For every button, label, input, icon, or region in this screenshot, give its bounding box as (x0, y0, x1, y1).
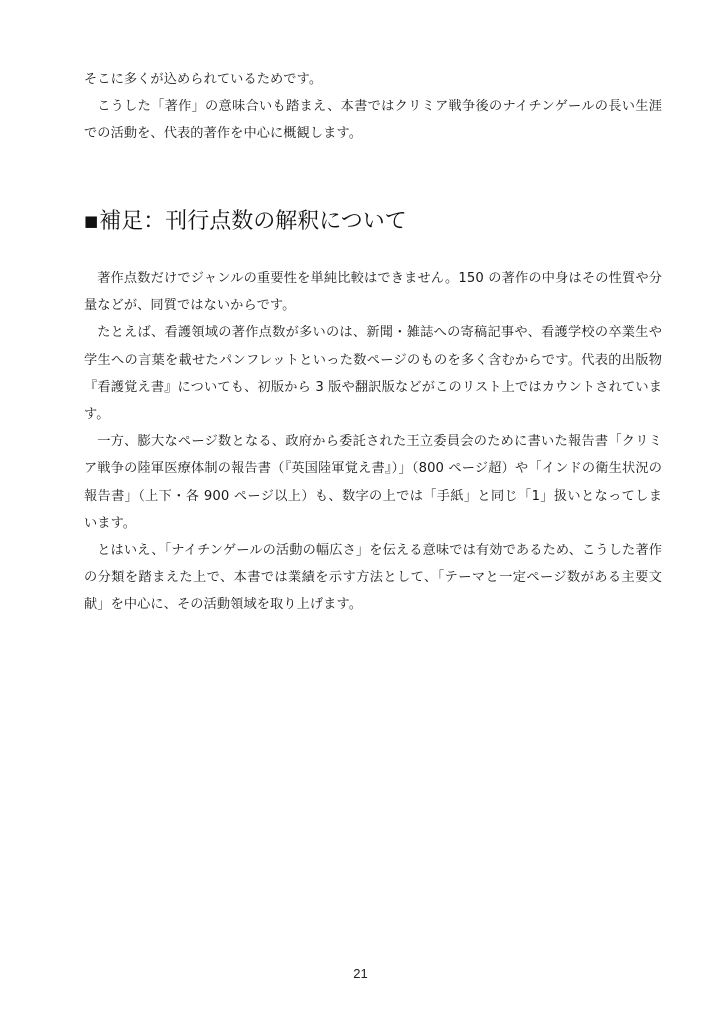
page-number: 21 (353, 966, 368, 981)
body-paragraph: たとえば、看護領域の著作点数が多いのは、新聞・雑誌への寄稿記事や、看護学校の卒業生や学生への言葉を載せたパンフレットといった数ページのものを多く含むからです。代表的出版物『看護覚え書』についても、初版から 3 版や翻訳版などがこのリスト上ではカウントされています。 (84, 325, 662, 423)
square-bullet-icon: ■ (84, 212, 99, 230)
section-heading-text: 補足：刊行点数の解釈について (99, 209, 407, 234)
intro-paragraph: こうした「著作」の意味合いも踏まえ、本書ではクリミア戦争後のナイチンゲールの長い生涯での活動を、代表的著作を中心に概観します。 (84, 99, 662, 142)
body-paragraph: とはいえ、「ナイチンゲールの活動の幅広さ」を伝える意味では有効であるため、こうした著作の分類を踏まえた上で、本書では業績を示す方法として、「テーマと一定ページ数がある主要文献」を中心に、その活動領域を取り上げます。 (84, 543, 662, 613)
body-paragraph: 著作点数だけでジャンルの重要性を単純比較はできません。150 の著作の中身はその性質や分量などが、同質ではないからです。 (84, 271, 662, 314)
intro-text-block (84, 66, 662, 148)
section-heading (84, 204, 407, 239)
body-paragraph: 一方、膨大なページ数となる、政府から委託された王立委員会のために書いた報告書「クリミア戦争の陸軍医療体制の報告書（『英国陸軍覚え書』）」（800 ページ超）や「インドの衛生状況の報告書」（上下・各 900 ページ以上）も、数字の上では「手紙」と同じ「1」扱いとなってしまいます。 (84, 434, 662, 531)
section-body (84, 265, 662, 619)
intro-continuation-line: そこに多くが込められているためです。 (84, 72, 323, 87)
